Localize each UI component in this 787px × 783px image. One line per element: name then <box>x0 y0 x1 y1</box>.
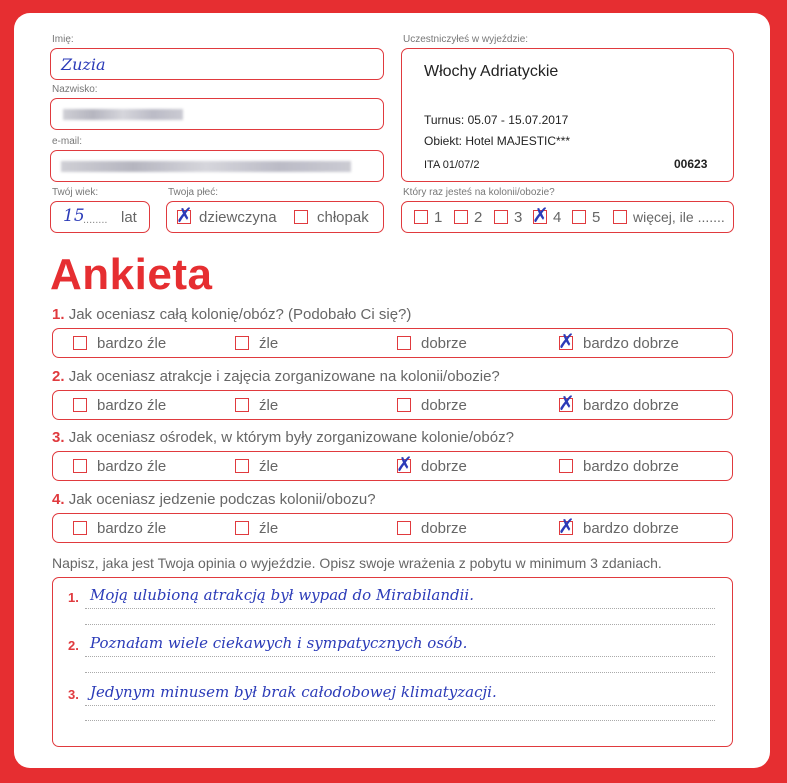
age-value: 15 <box>63 206 85 226</box>
trip-turnus: Turnus: 05.07 - 15.07.2017 <box>424 113 569 127</box>
surname-field[interactable] <box>50 98 384 130</box>
name-field[interactable] <box>50 48 384 80</box>
question-text <box>52 491 376 508</box>
rating-label: bardzo źle <box>97 397 167 414</box>
gender-boy-checkbox[interactable] <box>294 210 308 224</box>
x-mark-icon: ✗ <box>532 203 549 227</box>
question-number: 2. <box>52 368 65 385</box>
times-more-checkbox[interactable] <box>613 210 627 224</box>
rating-label: bardzo źle <box>97 335 167 352</box>
gender-boy-label: chłopak <box>317 209 369 226</box>
rating-checkbox[interactable] <box>559 459 573 473</box>
times-3-label: 3 <box>514 209 523 226</box>
x-mark-icon: ✗ <box>176 203 193 227</box>
email-label: e-mail: <box>52 136 83 147</box>
question-number: 1. <box>52 306 65 323</box>
times-more-label: więcej, ile ....... <box>633 209 725 225</box>
trip-title: Włochy Adriatyckie <box>424 63 559 80</box>
rating-label: źle <box>259 397 279 414</box>
times-5-label: 5 <box>592 209 601 226</box>
redacted-email <box>61 161 351 172</box>
rating-label: źle <box>259 458 279 475</box>
answer-number: 1. <box>68 590 79 605</box>
x-mark-icon: ✗ <box>558 391 575 415</box>
rating-label: dobrze <box>421 397 467 414</box>
trip-box <box>401 48 734 182</box>
age-unit: lat <box>121 209 137 226</box>
rating-checkbox[interactable] <box>397 521 411 535</box>
email-field[interactable] <box>50 150 384 182</box>
rating-checkbox[interactable] <box>73 336 87 350</box>
name-value: Zuzia <box>61 55 106 74</box>
rating-checkbox[interactable] <box>235 459 249 473</box>
rating-label: dobrze <box>421 458 467 475</box>
redacted-surname <box>63 109 183 120</box>
rating-label: źle <box>259 335 279 352</box>
question-text <box>52 429 514 446</box>
rating-checkbox[interactable] <box>235 521 249 535</box>
times-1-label: 1 <box>434 209 443 226</box>
question-label: Jak oceniasz atrakcje i zajęcia zorganizowane na kolonii/obozie? <box>68 368 500 385</box>
surname-label: Nazwisko: <box>52 84 98 95</box>
rating-checkbox[interactable] <box>235 398 249 412</box>
rating-label: dobrze <box>421 335 467 352</box>
rating-row <box>52 390 733 420</box>
times-2-label: 2 <box>474 209 483 226</box>
rating-checkbox[interactable] <box>73 459 87 473</box>
answer-line <box>85 608 715 609</box>
question-number: 4. <box>52 491 65 508</box>
question-text <box>52 368 500 385</box>
gender-label: Twoja płeć: <box>168 187 219 198</box>
question-label: Jak oceniasz jedzenie podczas kolonii/obozu? <box>68 491 376 508</box>
rating-label: bardzo źle <box>97 520 167 537</box>
rating-checkbox[interactable] <box>235 336 249 350</box>
rating-row <box>52 513 733 543</box>
question-label: Jak oceniasz całą kolonię/obóz? (Podobało Ci się?) <box>68 306 412 323</box>
rating-label: źle <box>259 520 279 537</box>
answer-text: Poznałam wiele ciekawych i sympatycznych osób. <box>90 634 468 652</box>
times-4-label: 4 <box>553 209 562 226</box>
survey-title: Ankieta <box>50 250 213 299</box>
age-dots: ........ <box>83 214 108 226</box>
gender-girl-label: dziewczyna <box>199 209 277 226</box>
times-2-checkbox[interactable] <box>454 210 468 224</box>
rating-label: bardzo dobrze <box>583 520 679 537</box>
answer-number: 2. <box>68 638 79 653</box>
rating-label: bardzo źle <box>97 458 167 475</box>
age-label: Twój wiek: <box>52 187 99 198</box>
x-mark-icon: ✗ <box>558 329 575 353</box>
question-label: Jak oceniasz ośrodek, w którym były zorganizowane kolonie/obóz? <box>68 429 514 446</box>
times-3-checkbox[interactable] <box>494 210 508 224</box>
name-label: Imię: <box>52 34 74 45</box>
times-label: Który raz jesteś na kolonii/obozie? <box>403 187 555 198</box>
answer-text: Moją ulubioną atrakcją był wypad do Mirabilandii. <box>90 586 474 604</box>
answer-line <box>85 720 715 721</box>
answer-line <box>85 672 715 673</box>
rating-checkbox[interactable] <box>397 336 411 350</box>
answer-line <box>85 624 715 625</box>
trip-obiekt: Obiekt: Hotel MAJESTIC*** <box>424 134 571 148</box>
trip-code: ITA 01/07/2 <box>424 159 480 171</box>
times-field <box>401 201 734 233</box>
rating-row <box>52 451 733 481</box>
times-5-checkbox[interactable] <box>572 210 586 224</box>
rating-label: bardzo dobrze <box>583 458 679 475</box>
rating-label: dobrze <box>421 520 467 537</box>
rating-checkbox[interactable] <box>73 521 87 535</box>
gender-field <box>166 201 384 233</box>
trip-number: 00623 <box>674 157 708 171</box>
x-mark-icon: ✗ <box>396 452 413 476</box>
rating-label: bardzo dobrze <box>583 397 679 414</box>
rating-label: bardzo dobrze <box>583 335 679 352</box>
age-field[interactable] <box>50 201 150 233</box>
answer-text: Jedynym minusem był brak całodobowej klimatyzacji. <box>90 683 497 701</box>
rating-row <box>52 328 733 358</box>
answer-number: 3. <box>68 687 79 702</box>
rating-checkbox[interactable] <box>397 398 411 412</box>
trip-label: Uczestniczyłeś w wyjeździe: <box>403 34 529 45</box>
question-number: 3. <box>52 429 65 446</box>
rating-checkbox[interactable] <box>73 398 87 412</box>
x-mark-icon: ✗ <box>558 514 575 538</box>
answer-line <box>85 705 715 706</box>
answer-line <box>85 656 715 657</box>
times-1-checkbox[interactable] <box>414 210 428 224</box>
opinion-prompt: Napisz, jaka jest Twoja opinia o wyjeździe. Opisz swoje wrażenia z pobytu w minimum 3 zdaniach. <box>52 555 662 571</box>
question-text <box>52 306 411 323</box>
